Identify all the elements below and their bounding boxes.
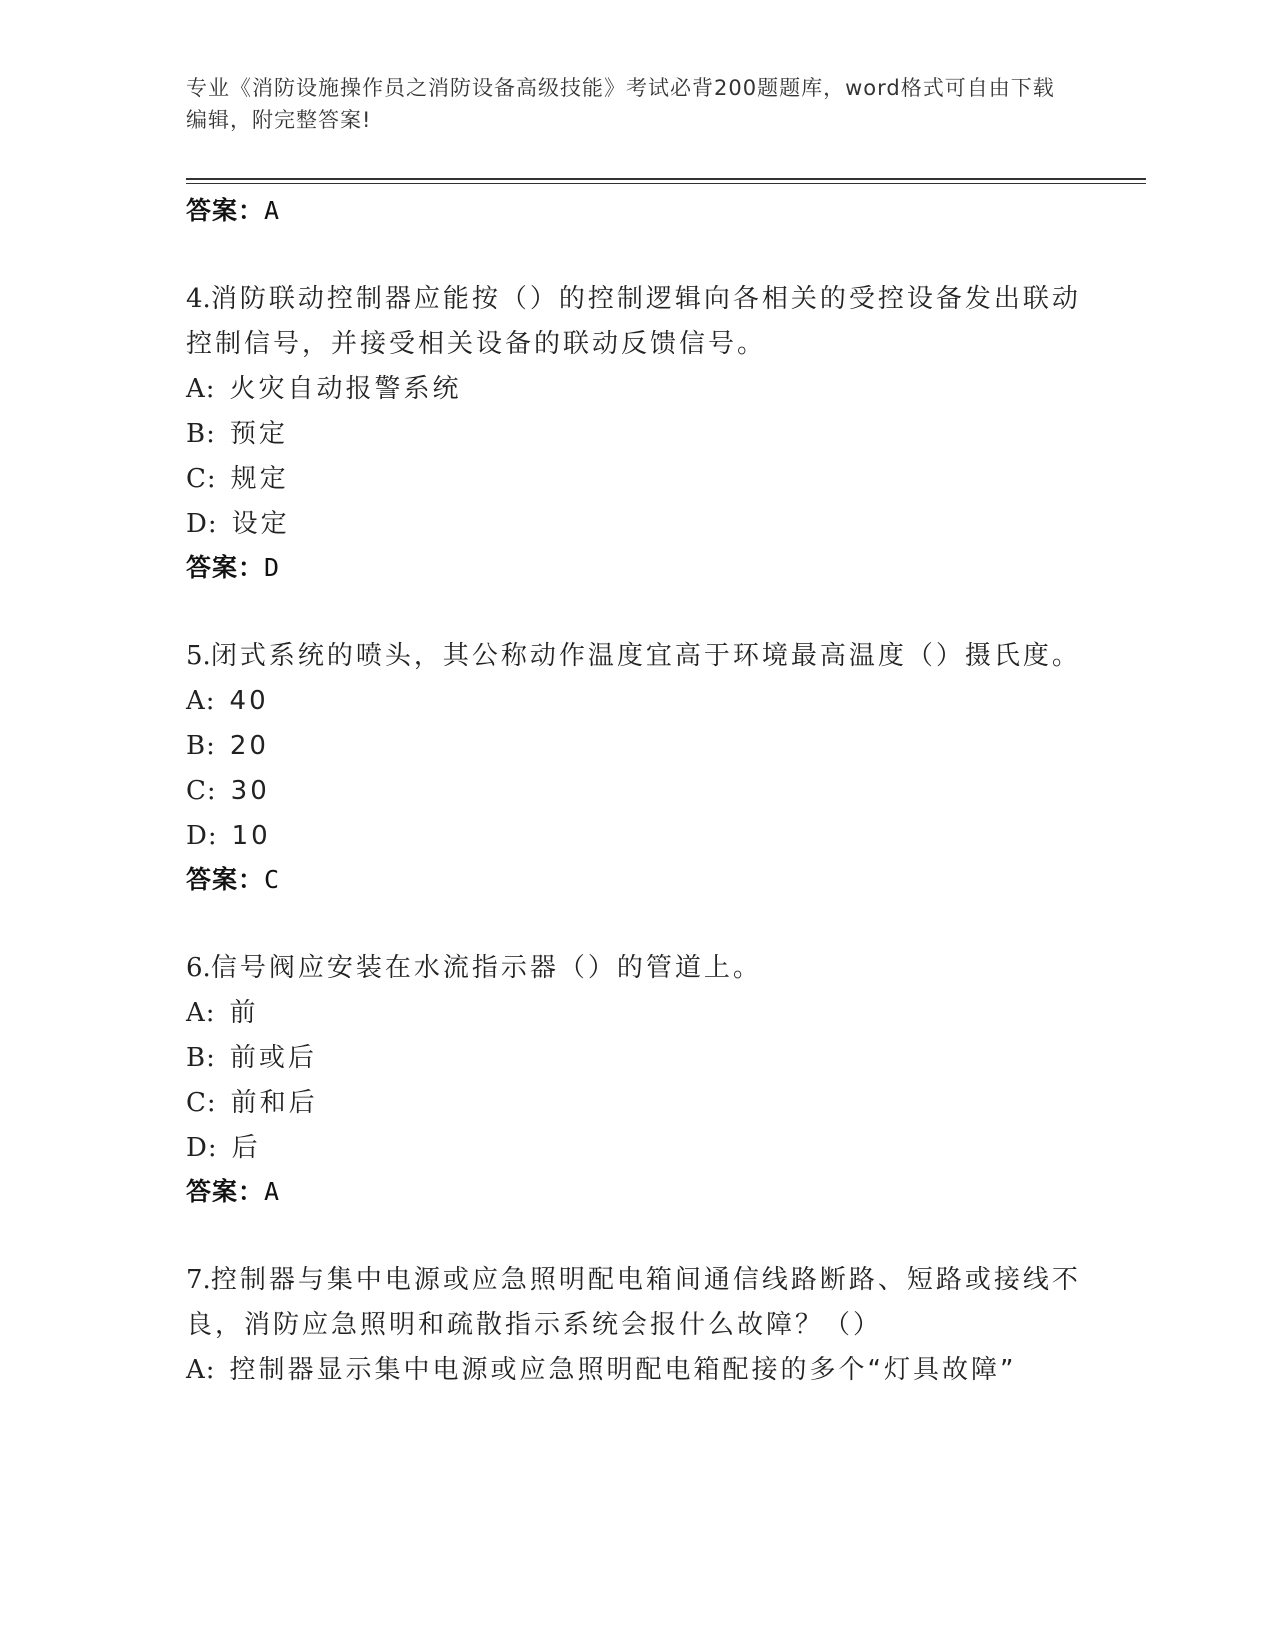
option-text: 设定 (231, 509, 290, 539)
option-text: 控制器显示集中电源或应急照明配电箱配接的多个“灯具故障” (229, 1355, 1017, 1385)
question-5 (186, 634, 1086, 679)
option-letter: A: (186, 998, 216, 1028)
option-a (186, 991, 1086, 1036)
option-a (186, 1348, 1086, 1393)
question-text: 闭式系统的喷头，其公称动作温度宜高于环境最高温度（）摄氏度。 (210, 641, 1081, 671)
answer-value: C (264, 865, 281, 894)
option-letter: C: (186, 776, 217, 806)
option-text: 规定 (230, 464, 289, 494)
option-text: 前 (229, 998, 259, 1028)
option-d (186, 1126, 1086, 1171)
question-text: 控制器与集中电源或应急照明配电箱间通信线路断路、短路或接线不良，消防应急照明和疏散指示系统会报什么故障？（） (186, 1265, 1081, 1340)
option-letter: C: (186, 464, 217, 494)
answer-value: D (264, 553, 281, 582)
option-text: 前和后 (230, 1088, 318, 1118)
option-letter: A: (186, 1355, 216, 1385)
answer-line (186, 859, 1086, 901)
document-header: 专业《消防设施操作员之消防设备高级技能》考试必背200题题库，word格式可自由下载编辑，附完整答案! (186, 76, 1055, 132)
option-text: 后 (231, 1133, 261, 1163)
option-letter: A: (186, 374, 216, 404)
option-b (186, 412, 1086, 457)
answer-label: 答案： (186, 553, 265, 582)
question-text: 信号阀应安装在水流指示器（）的管道上。 (210, 953, 762, 983)
option-c (186, 769, 1086, 814)
option-text: 40 (229, 686, 269, 716)
option-b (186, 724, 1086, 769)
option-letter: D: (186, 821, 218, 851)
question-text: 消防联动控制器应能按（）的控制逻辑向各相关的受控设备发出联动控制信号，并接受相关设备的联动反馈信号。 (186, 284, 1081, 359)
answer-label: 答案： (186, 196, 265, 225)
option-letter: D: (186, 1133, 218, 1163)
answer-line (186, 190, 1086, 232)
question-number: 4. (186, 284, 211, 314)
option-a (186, 367, 1086, 412)
option-letter: B: (186, 419, 216, 449)
option-text: 30 (230, 776, 270, 806)
option-c (186, 1081, 1086, 1126)
answer-value: A (264, 196, 281, 225)
option-a (186, 679, 1086, 724)
question-4 (186, 277, 1086, 367)
option-letter: B: (186, 731, 216, 761)
option-letter: C: (186, 1088, 217, 1118)
question-number: 7. (186, 1265, 211, 1295)
question-number: 6. (186, 953, 211, 983)
option-d (186, 502, 1086, 547)
answer-value: A (264, 1177, 281, 1206)
header-divider (186, 178, 1146, 184)
answer-label: 答案： (186, 865, 265, 894)
option-text: 前或后 (229, 1043, 317, 1073)
answer-label: 答案： (186, 1177, 265, 1206)
option-d (186, 814, 1086, 859)
answer-line (186, 1171, 1086, 1213)
option-letter: D: (186, 509, 218, 539)
option-c (186, 457, 1086, 502)
answer-line (186, 547, 1086, 589)
option-letter: B: (186, 1043, 216, 1073)
option-b (186, 1036, 1086, 1081)
question-6 (186, 946, 1086, 991)
option-text: 20 (229, 731, 269, 761)
question-7 (186, 1258, 1086, 1348)
question-number: 5. (186, 641, 211, 671)
option-letter: A: (186, 686, 216, 716)
option-text: 火灾自动报警系统 (229, 374, 462, 404)
option-text: 预定 (229, 419, 288, 449)
option-text: 10 (231, 821, 271, 851)
question-list (186, 190, 1086, 1393)
